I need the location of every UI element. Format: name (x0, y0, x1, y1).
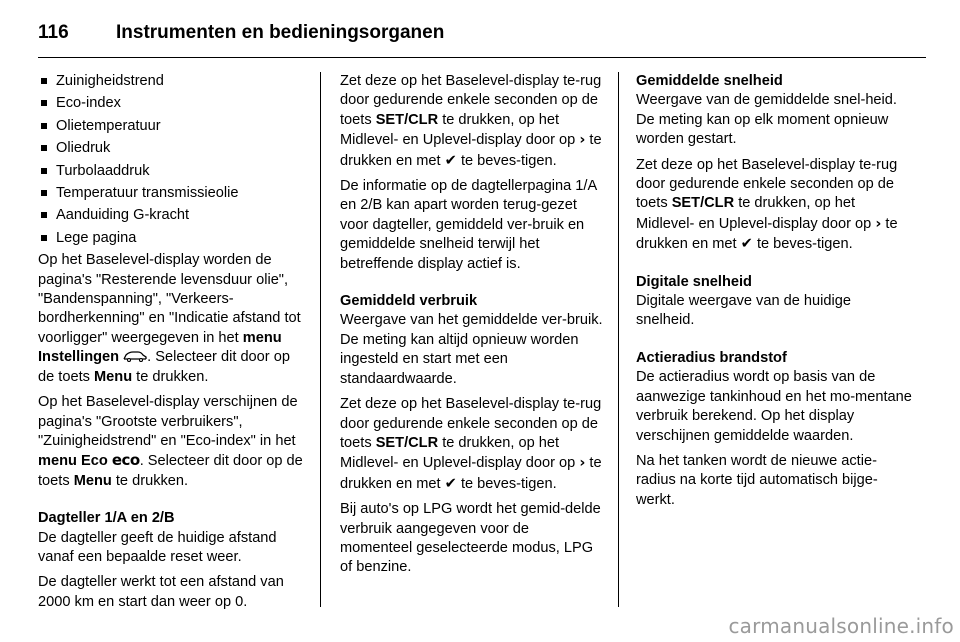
paragraph-avg-consumption-2: Zet deze op het Baselevel-display te-rug door gedurende enkele seconden op de toets SET/CLR te drukken, op het Midlevel- en Uplevel-display door op › te drukken en met ✔ te beves-tigen. (340, 396, 602, 492)
paragraph-avg-speed-2: Zet deze op het Baselevel-display te-rug door gedurende enkele seconden op de toets SET/CLR te drukken, op het Midlevel- en Uplevel-display door op › te drukken en met ✔ te beves-tigen. (636, 156, 898, 253)
page-list (38, 72, 310, 248)
paragraph-trip-info: De informatie op de dagtellerpagina 1/A en 2/B kan apart worden terug-gezet voor dagteller, gemiddeld ver-bruik en gemiddelde snelheid terwijl het betreffende display actief is. (340, 178, 597, 272)
column-3 (636, 72, 912, 516)
car-icon (123, 350, 147, 362)
menu-key-label: Menu (73, 472, 112, 489)
checkmark-icon: ✔ (740, 235, 753, 253)
paragraph-range-2: Na het tanken wordt de nieuwe actie-radius na korte tijd automatisch bijge-werkt. (636, 452, 878, 508)
paragraph-digital-speed: Digitale weergave van de huidige snelheid. (636, 293, 851, 329)
list-item: Aanduiding G-kracht (38, 206, 310, 225)
list-item: Olietemperatuur (38, 117, 310, 136)
section-heading-trip: Dagteller 1/A en 2/B (38, 510, 175, 527)
chevron-right-icon: › (579, 131, 586, 149)
menu-key-label: Menu (94, 368, 133, 385)
paragraph-baselevel-settings: Op het Baselevel-display worden de pagina's "Resterende levensduur olie", "Bandenspanning", "Verkeers-bordherkenning" en "Indicatie afstand tot voorligger" weergegeven in het menu Instellingen . Selecteer dit door op de toets Menu te drukken. (38, 252, 301, 385)
list-item: Turbolaaddruk (38, 162, 310, 181)
section-heading-range: Actieradius brandstof (636, 349, 787, 366)
paragraph-range-1: De actieradius wordt op basis van de aanwezige tankinhoud en het mo-mentane verbruik berekend. Op het display verschijnen gemiddelde waarden. (636, 369, 912, 444)
page-title: Instrumenten en bedieningsorganen (116, 22, 445, 43)
paragraph-avg-consumption-1: Weergave van het gemiddelde ver-bruik. De meting kan altijd opnieuw worden ingesteld en start met een standaardwaarde. (340, 312, 603, 387)
paragraph-baselevel-eco: Op het Baselevel-display verschijnen de pagina's "Grootste verbruikers", "Zuinigheidstrend" en "Eco-index" in het menu Eco eco. Selecteer dit door op de toets Menu te drukken. (38, 394, 303, 489)
set-clr-key-label: SET/CLR (671, 195, 735, 212)
paragraph-lpg: Bij auto's op LPG wordt het gemid-delde verbruik aangegeven voor de momenteel geselecteerde modus, LPG of benzine. (340, 501, 601, 576)
column-1 (38, 72, 310, 618)
list-item: Temperatuur transmissieolie (38, 184, 310, 203)
set-clr-key-label: SET/CLR (375, 111, 439, 128)
list-item: Lege pagina (38, 229, 310, 248)
set-clr-key-label: SET/CLR (375, 434, 439, 451)
watermark: carmanualsonline.info (728, 614, 954, 638)
menu-eco-label: menu Eco (38, 453, 108, 470)
list-item: Oliedruk (38, 139, 310, 158)
page-number: 116 (38, 22, 69, 43)
paragraph-reset-trip: Zet deze op het Baselevel-display te-rug door gedurende enkele seconden op de toets SET/CLR te drukken, op het Midlevel- en Uplevel-display door op › te drukken en met ✔ te beves-tigen. (340, 73, 602, 169)
menu-settings-label: menu Instellingen (38, 329, 282, 366)
paragraph-trip-1: De dagteller geeft de huidige afstand vanaf een bepaalde reset weer. (38, 529, 277, 565)
column-divider-2 (618, 72, 619, 607)
chevron-right-icon: › (875, 214, 882, 232)
checkmark-icon: ✔ (444, 474, 457, 492)
column-2 (340, 72, 604, 584)
list-item: Zuinigheidstrend (38, 72, 310, 91)
section-heading-digital-speed: Digitale snelheid (636, 273, 752, 290)
eco-logo: eco (111, 451, 140, 470)
column-divider-1 (320, 72, 321, 607)
section-heading-avg-speed: Gemiddelde snelheid (636, 73, 783, 89)
header-rule (38, 57, 926, 58)
paragraph-trip-2: De dagteller werkt tot een afstand van 2000 km en start dan weer op 0. (38, 574, 284, 610)
section-heading-avg-consumption: Gemiddeld verbruik (340, 293, 478, 310)
chevron-right-icon: › (579, 454, 586, 472)
paragraph-avg-speed-1: Weergave van de gemiddelde snel-heid. De meting kan op elk moment opnieuw worden gestart. (636, 92, 897, 148)
page-header (38, 18, 918, 48)
list-item: Eco-index (38, 94, 310, 113)
checkmark-icon: ✔ (444, 151, 457, 169)
